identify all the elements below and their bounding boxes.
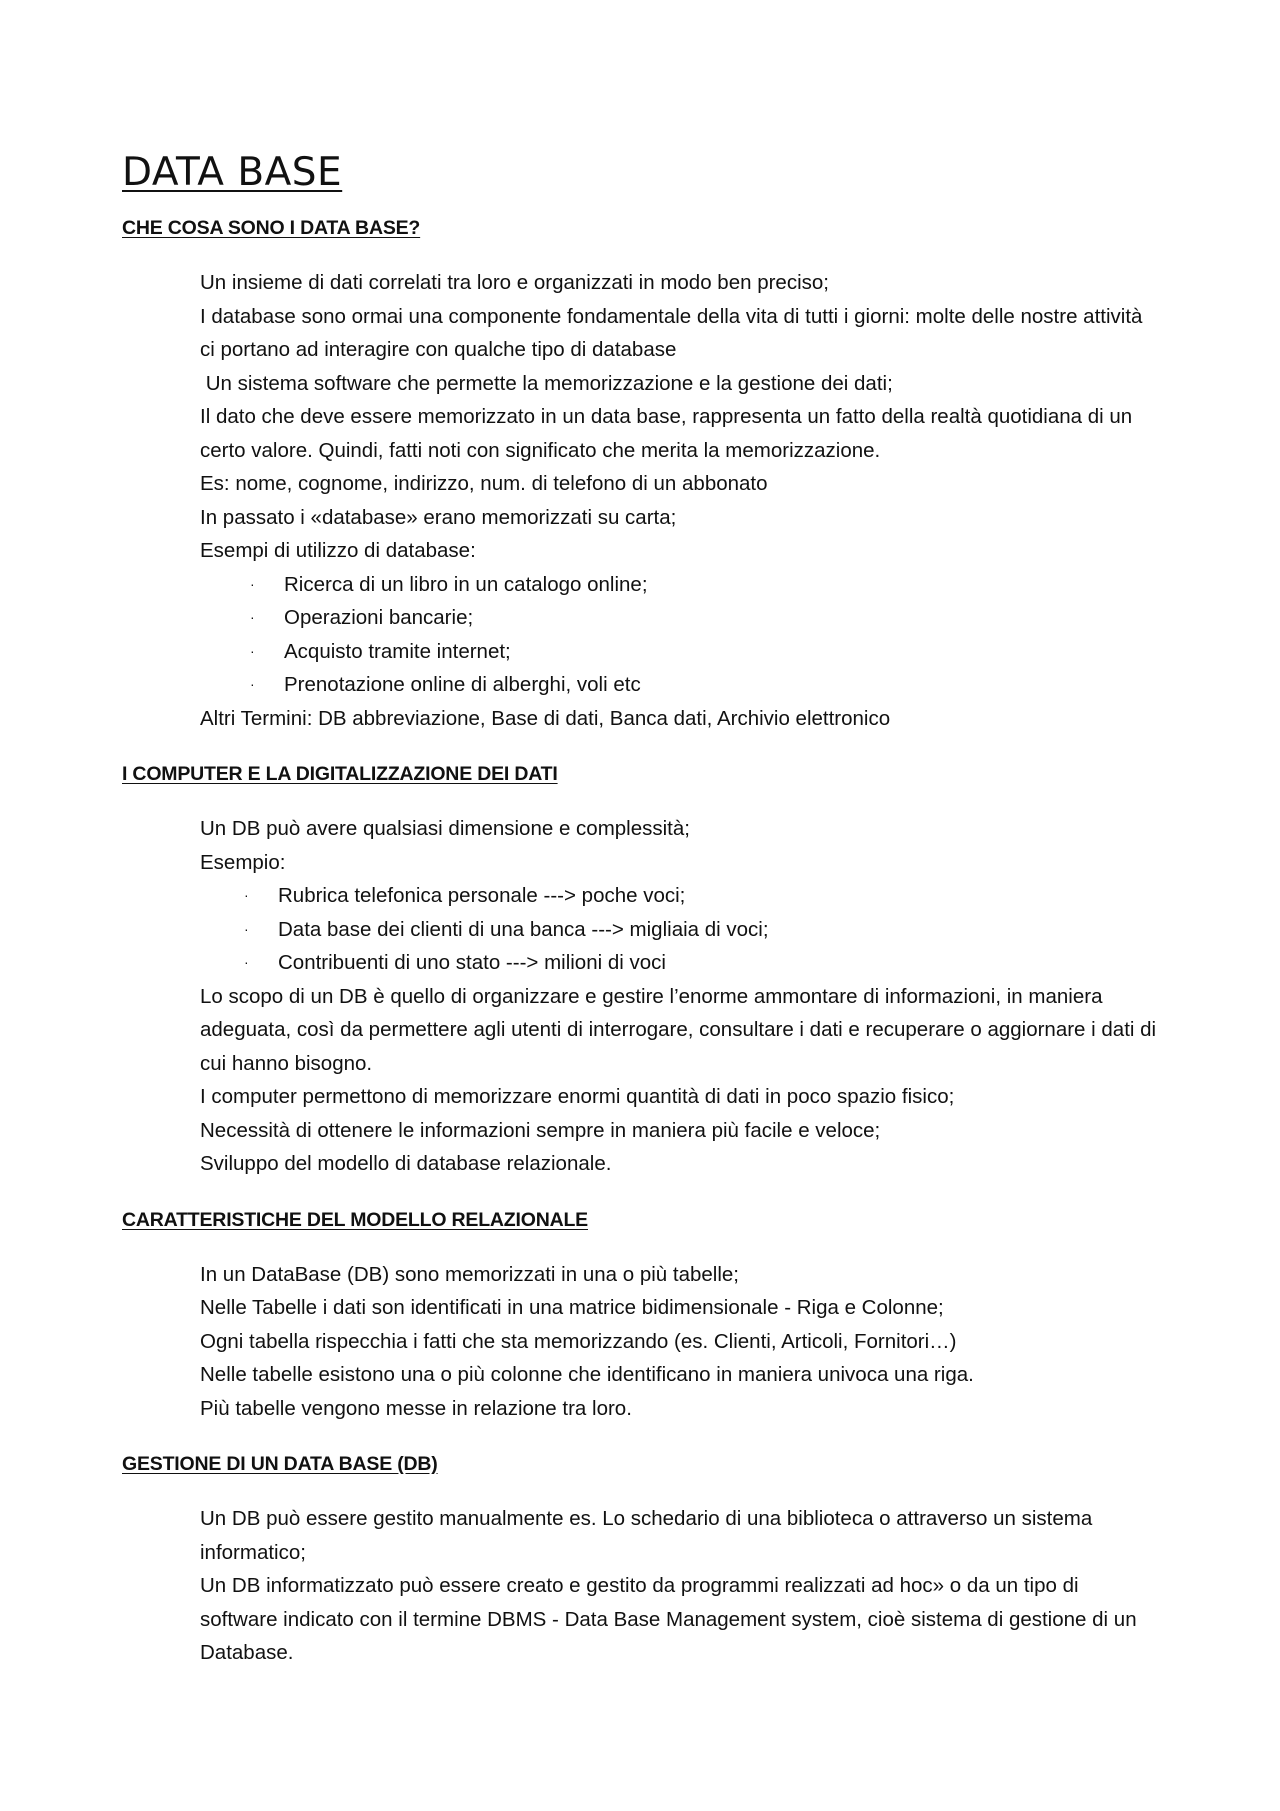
- sub-list-item-text: Prenotazione online di alberghi, voli etc: [284, 673, 641, 696]
- section-db-management: [122, 1453, 1160, 1670]
- section-heading: GESTIONE DI UN DATA BASE (DB): [122, 1453, 438, 1475]
- list-item-text: I database sono ormai una componente fondamentale della vita di tutti i giorni: molte delle nostre attività ci portano ad interagire con qualche tipo di database: [200, 304, 1143, 361]
- dot-bullet-icon: ·: [244, 920, 249, 937]
- list-item-text: Un DB informatizzato può essere creato e gestito da programmi realizzati ad hoc» o da un tipo di software indicato con il termine DBMS - Data Base Management system, cioè sistema di gestione di un Database.: [200, 1574, 1137, 1664]
- list-item: [122, 1358, 1160, 1392]
- list-item: [122, 534, 1160, 702]
- section-heading: I COMPUTER E LA DIGITALIZZAZIONE DEI DATI: [122, 763, 558, 785]
- sub-list-item: [200, 568, 1160, 602]
- sub-list-item-text: Ricerca di un libro in un catalogo online;: [284, 572, 648, 596]
- list-item-text: Necessità di ottenere le informazioni sempre in maniera più facile e veloce;: [200, 1118, 881, 1142]
- list-item: [122, 1569, 1160, 1670]
- list-item: [122, 1325, 1160, 1359]
- sub-list-item: [200, 668, 1160, 702]
- bullet-list: [122, 1502, 1160, 1670]
- section-what-are-databases: [122, 217, 1160, 735]
- dot-bullet-icon: ·: [244, 887, 249, 903]
- sub-list-item: [200, 601, 1160, 635]
- list-item-text: Nelle Tabelle i dati son identificati in una matrice bidimensionale - Riga e Colonne;: [200, 1296, 944, 1319]
- sub-list-item: [200, 635, 1160, 669]
- dot-bullet-icon: ·: [250, 676, 255, 692]
- document-title: DATA BASE: [122, 150, 343, 195]
- list-item-text: Altri Termini: DB abbreviazione, Base di dati, Banca dati, Archivio elettronico: [200, 706, 891, 730]
- section-heading: CARATTERISTICHE DEL MODELLO RELAZIONALE: [122, 1208, 588, 1231]
- list-item: [122, 1392, 1160, 1426]
- list-item-text: Un sistema software che permette la memorizzazione e la gestione dei dati;: [200, 371, 893, 395]
- list-item-example-label: Esempio:: [200, 850, 286, 874]
- list-item-text: I computer permettono di memorizzare enormi quantità di dati in poco spazio fisico;: [200, 1085, 955, 1108]
- list-item: [122, 702, 1160, 736]
- sub-list-item-text: Operazioni bancarie;: [284, 606, 474, 629]
- list-item: [122, 300, 1160, 367]
- list-item-text: Un DB può avere qualsiasi dimensione e complessità;: [200, 817, 690, 840]
- list-item-text: Il dato che deve essere memorizzato in un data base, rappresenta un fatto della realtà quotidiana di un certo valore. Quindi, fatti noti con significato che merita la memorizzazione.: [200, 405, 1133, 462]
- sub-list-item-text: Acquisto tramite internet;: [284, 639, 511, 663]
- sub-list-item-text: Contribuenti di uno stato ---> milioni di voci: [278, 951, 666, 974]
- list-item-text: Un insieme di dati correlati tra loro e organizzati in modo ben preciso;: [200, 271, 829, 294]
- section-relational-model: [122, 1209, 1160, 1426]
- dot-bullet-icon: ·: [250, 642, 255, 659]
- list-item: [122, 501, 1160, 535]
- list-item-text: Ogni tabella rispecchia i fatti che sta memorizzando (es. Clienti, Articoli, Fornitori…): [200, 1329, 957, 1353]
- list-item: [122, 1258, 1160, 1292]
- list-item: [122, 266, 1160, 300]
- sub-list-item-text: Rubrica telefonica personale ---> poche voci;: [278, 884, 686, 907]
- list-item-example: Es: nome, cognome, indirizzo, num. di telefono di un abbonato: [200, 472, 768, 495]
- bullet-list: [122, 1258, 1160, 1426]
- list-item: [122, 1114, 1160, 1148]
- list-item-text: Più tabelle vengono messe in relazione tra loro.: [200, 1396, 632, 1420]
- sub-list-item: [200, 879, 1160, 913]
- list-item: [122, 367, 1160, 401]
- list-item-text: Esempi di utilizzo di database:: [200, 539, 476, 562]
- bullet-list: [122, 266, 1160, 735]
- sub-list-item: [200, 913, 1160, 947]
- list-item: [122, 1147, 1160, 1181]
- dot-bullet-icon: ·: [244, 954, 249, 970]
- dot-bullet-icon: ·: [250, 609, 255, 625]
- list-item: [122, 400, 1160, 501]
- list-item: [122, 980, 1160, 1081]
- sub-list: [200, 568, 1160, 702]
- list-item-text: Nelle tabelle esistono una o più colonne che identificano in maniera univoca una riga.: [200, 1363, 974, 1386]
- sub-list: [200, 879, 1160, 980]
- dot-bullet-icon: ·: [250, 575, 255, 592]
- list-item: [122, 1291, 1160, 1325]
- list-item-text: Un DB può essere gestito manualmente es. Lo schedario di una biblioteca o attraverso un sistema informatico;: [200, 1507, 1093, 1564]
- sub-list-item-text: Data base dei clienti di una banca ---> migliaia di voci;: [278, 917, 769, 941]
- section-heading: CHE COSA SONO I DATA BASE?: [122, 217, 421, 239]
- list-item: [122, 812, 1160, 980]
- list-item-text: Lo scopo di un DB è quello di organizzare e gestire l’enorme ammontare di informazioni, in maniera adeguata, così da permettere agli utenti di interrogare, consultare i dati e recuperare o aggiornare i dati di cui hanno bisogno.: [200, 984, 1157, 1075]
- list-item-text: In un DataBase (DB) sono memorizzati in una o più tabelle;: [200, 1262, 739, 1286]
- bullet-list: [122, 812, 1160, 1181]
- list-item: [122, 1502, 1160, 1569]
- list-item-text: Sviluppo del modello di database relazionale.: [200, 1152, 612, 1175]
- list-item-text: In passato i «database» erano memorizzati su carta;: [200, 505, 677, 529]
- section-computer-digitalization: [122, 763, 1160, 1181]
- list-item: [122, 1080, 1160, 1114]
- sub-list-item: [200, 946, 1160, 980]
